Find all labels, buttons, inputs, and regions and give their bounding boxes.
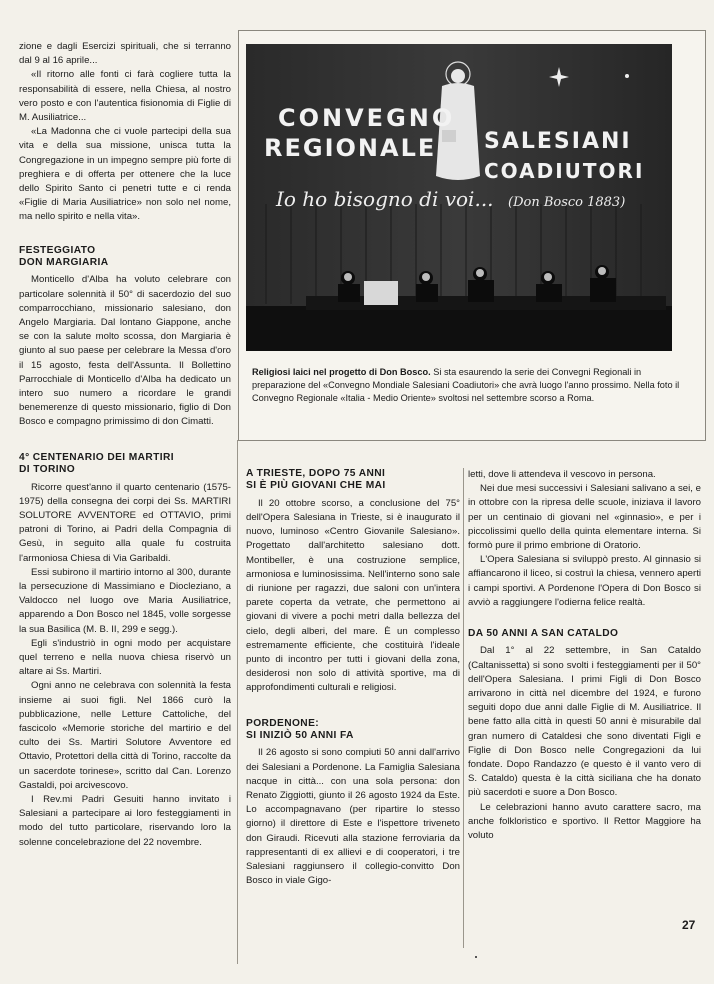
paragraph: L'Opera Salesiana si sviluppò presto. Al ginnasio si affiancarono il liceo, si costruì la chiesa, vennero aperti i campi sportivi. A Pordenone l'Opera di Don Bosco si avviò a raggiungere l'odierna felice realtà.	[468, 554, 701, 608]
paragraph: Il 20 ottobre scorso, a conclusione del 75° dell'Opera Salesiana in Trieste, si è inaugurato il nuovo, luminoso «Centro Giovanile Salesiano». Progettato dall'architetto salesiano dott. Montibeller, è una costruzione semplice, armoniosa e luminosissima. Nell'interno sono sale di riunione per ragazzi, due saloni con un'intera parete coperta da vetrate, che permettono ai giovani di vivere a pochi metri dalla bellezza del cielo, degli alberi, del mare. È un complesso estremamente efficiente, che costituirà l'ideale punto di incontro per tutti i giovani della zona, desiderosi non solo di attività sportive, ma di approfondimenti culturali e religiosi.	[246, 497, 460, 694]
paragraph: I Rev.mi Padri Gesuiti hanno invitato i Salesiani a partecipare ai loro festeggiamenti in modo del tutto particolare, riservando loro la solenne concelebrazione del 22 novembre.	[19, 793, 231, 848]
paragraph: Ricorre quest'anno il quarto centenario (1575-1975) della consegna dei corpi dei Ss. MARTIRI SOLUTORE AVVENTORE ed OTTAVIO, primi patroni di Torino, ai Padri della Compagnia di Gesù, in seguito alla quale fu costruita l'armoniosa Chiesa di Via Garibaldi.	[19, 481, 231, 564]
section-heading: PORDENONE: SI INIZIÒ 50 ANNI FA	[246, 717, 354, 742]
convention-photo	[246, 44, 672, 351]
section-heading: FESTEGGIATO DON MARGIARIA	[19, 244, 109, 269]
banner-script: (Don Bosco 1883)	[508, 195, 626, 210]
column-divider	[237, 440, 238, 964]
section-heading: A TRIESTE, DOPO 75 ANNI SI È PIÙ GIOVANI CHE MAI	[246, 468, 386, 492]
caption-text: Si sta esaurendo la serie dei Convegni Regionali in preparazione del «Convegno Mondiale Salesiani Coadiutori» che avrà luogo l'anno prossimo. Nella foto il Convegno Regionale «Italia - Medio Oriente» svoltosi nel settembre scorso a Roma.	[252, 367, 680, 403]
photo-caption	[252, 366, 682, 405]
column-middle	[246, 468, 460, 889]
section-heading: DA 50 ANNI A SAN CATALDO	[468, 628, 619, 640]
caption-title: Religiosi laici nel progetto di Don Bosco.	[252, 367, 431, 377]
print-dot	[475, 956, 477, 958]
column-divider	[463, 468, 464, 948]
column-left	[19, 40, 231, 850]
paragraph: Il 26 agosto si sono compiuti 50 anni dall'arrivo dei Salesiani a Pordenone. La Famiglia Salesiana nacque in città... con una sola persona: don Renato Ziggiotti, giunto il 26 agosto 1924 da Este. Lo accompagnavano (per ripartire lo stesso giorno) il direttore di Este e l'ispettore triveneto don Giraudi. Ricevuti alla stazione ferroviaria da rappresentanti di ex allievi e di cooperatori, i tre Salesiani raggiunsero il collegio-convitto Don Bosco in viale Gigo-	[246, 747, 460, 887]
paragraph: Egli s'industriò in ogni modo per acquistare quel terreno e nella nuova chiesa riservò un altare ai Ss. Martiri.	[19, 637, 231, 678]
banner-text: REGIONALE	[264, 134, 437, 162]
convention-photo-image	[246, 44, 672, 351]
paragraph: Monticello d'Alba ha voluto celebrare con particolare solennità il 50° di sacerdozio del suo comparrocchiano, missionario salesiano, don Angelo Margiaria. Dal lontano Giappone, anche se con la salute molto scossa, don Margiaria è giunto al suo paese per celebrare la Messa d'oro il 15 agosto, festa dell'Assunta. Il Bollettino Parrocchiale di Monticello d'Alba ha dedicato un intero suo numero a ricordare le grandi benemerenze di questo missionario, figlio di Don Bosco e compagno primissimo di don Cimatti.	[19, 274, 231, 428]
paragraph: Essi subirono il martirio intorno al 300, durante la persecuzione di Massimiano e Diocleziano, a Valdocco nel luogo ove Maria Ausiliatrice, apparendo a Don Bosco nel 1845, volle sorgesse la sua Basilica (M. B. II, 299 e segg.).	[19, 566, 231, 635]
banner-script: Io ho bisogno di voi...	[276, 187, 494, 211]
paragraph: Dal 1° al 22 settembre, in San Cataldo (Caltanissetta) si sono svolti i festeggiamenti per il 50° dell'Opera Salesiana. I primi Figli di Don Bosco arrivarono in città nel dicembre del 1924, e furono seguiti dopo due anni dalle Figlie di M. Ausiliatrice. Il bene fatto alla città in questi 50 anni è misurabile dal gran numero di Cataldesi che sono diventati Figli e Figlie di Don Bosco nelle Congregazioni da lui fondate. Dopo Randazzo (e questo è il vanto vero di S. Cataldo) questa è la città siciliana che ha donato più sacerdoti e suore a Don Bosco.	[468, 645, 701, 799]
column-right	[468, 468, 701, 843]
banner-text: SALESIANI	[484, 129, 632, 154]
page-number: 27	[682, 918, 696, 932]
section-heading: 4° CENTENARIO DEI MARTIRI DI TORINO	[19, 451, 175, 476]
paragraph: zione e dagli Esercizi spirituali, che si terranno dal 9 al 16 aprile...	[19, 41, 231, 67]
banner-text: COADIUTORI	[484, 159, 645, 183]
paragraph: «Il ritorno alle fonti ci farà cogliere tutta la responsabilità di essere, nella Chiesa, al nostro vero posto e con l'autentica fisionomia di Figlie di M. Ausiliatrice...	[19, 69, 231, 124]
paragraph: letti, dove li attendeva il vescovo in persona.	[468, 469, 656, 480]
paragraph: Nei due mesi successivi i Salesiani salivano a sei, e in ottobre con la ripresa delle scuole, iniziava il lavoro per un centinaio di giovani nel «ginnasio», e per i piccolissimi quello della quinta elementare interna. Si formò pure il primo embrione di Oratorio.	[468, 483, 701, 552]
paragraph: Ogni anno ne celebrava con solennità la festa insieme ai suoi figli. Nel 1866 curò la pubblicazione, nelle Letture Cattoliche, del fascicolo «Memorie storiche del martirio e del culto dei Ss. Martiri Solutore Avventore ed Ottavio, Protettori della città di Torino, raccolte da un sacerdote torinese», scritto dal Can. Lorenzo Gastaldi, poi arcivescovo.	[19, 680, 231, 791]
banner-text: CONVEGNO	[278, 104, 456, 132]
paragraph: «La Madonna che ci vuole partecipi della sua vita e della sua missione, unisca tutta la Congregazione in un impegno sempre più forte di preghiera e di offerta per ottenere che la luce dello Spirito Santo ci penetri tutte e ci renda «Figlie di Maria Ausiliatrice» non solo nel nome, ma nello spirito e nella vita».	[19, 126, 231, 223]
paragraph: Le celebrazioni hanno avuto carattere sacro, ma anche folkloristico e sportivo. Il Rettor Maggiore ha voluto	[468, 801, 701, 842]
